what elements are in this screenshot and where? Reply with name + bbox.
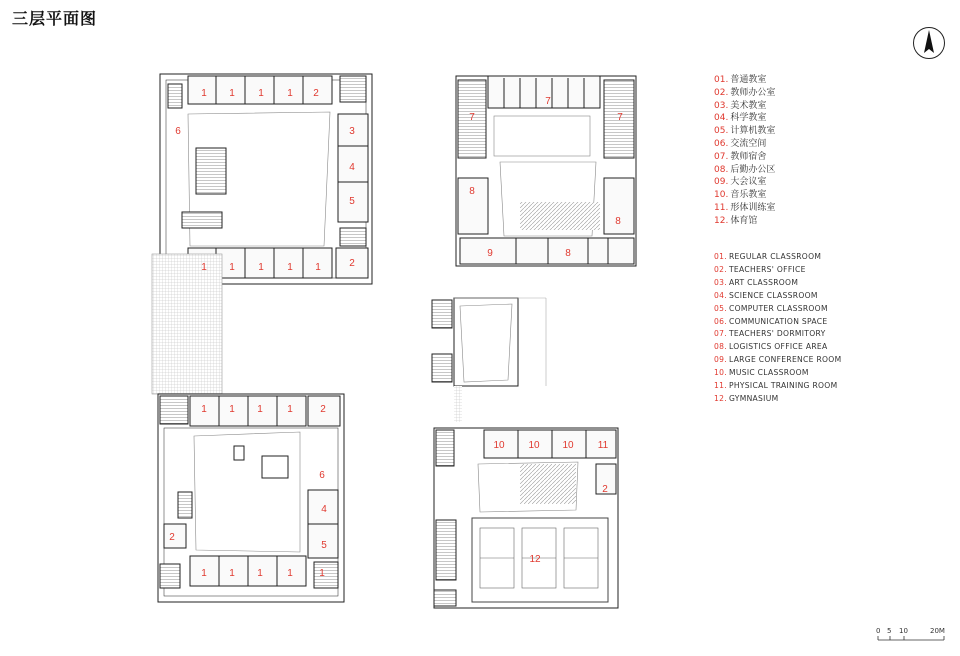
room-number: 1 [229,568,235,579]
room-number: 10 [528,440,540,451]
legend-number: 09. [714,355,727,365]
legend-label: 教师办公室 [730,87,776,98]
legend-label: TEACHERS' DORMITORY [728,329,826,339]
room-number: 2 [602,484,608,495]
room-number: 9 [487,248,493,259]
legend-label: 普通教室 [730,75,767,85]
room-number: 6 [319,470,325,481]
room-number: 8 [565,248,571,259]
scale-label: 5 [887,627,892,635]
room-number: 6 [175,126,181,137]
legend-label: 美术教室 [730,100,767,111]
legend-label: 后勤办公区 [730,164,776,175]
room-number: 1 [229,262,235,273]
legend-label: TEACHERS' OFFICE [728,264,806,274]
legend-label: LOGISTICS OFFICE AREA [728,342,828,352]
room-number: 1 [229,404,235,415]
legend-number: 07. [714,151,729,162]
legend-label: MUSIC CLASSROOM [728,368,809,378]
room-number: 8 [469,186,475,197]
room-number: 1 [287,262,293,273]
legend-number: 07. [714,329,727,339]
room-number: 1 [287,404,293,415]
legend-label: LARGE CONFERENCE ROOM [728,355,842,365]
room-number: 1 [257,404,263,415]
legend-number: 03. [714,100,729,111]
room-number: 1 [258,88,264,99]
room-number: 1 [201,88,207,99]
room-number: 1 [201,568,207,579]
building-middle [432,298,546,422]
scale-label: 20M [930,627,945,635]
room-number: 1 [257,568,263,579]
room-number: 1 [287,88,293,99]
room-number-labels [169,88,623,579]
legend-number: 11. [714,381,727,391]
room-number: 2 [349,258,355,269]
scale-label: 10 [899,627,908,635]
room-number: 1 [287,568,293,579]
room-number: 1 [201,404,207,415]
legend-number: 08. [714,164,729,175]
room-number: 1 [229,88,235,99]
legend-label: GYMNASIUM [728,393,779,403]
legend-number: 06. [714,138,729,149]
legend-label: 音乐教室 [730,190,767,201]
legend-label: SCIENCE CLASSROOM [728,290,818,300]
legend-label: ART CLASSROOM [728,277,799,287]
room-number: 2 [320,404,326,415]
legend-label: 科学教室 [730,113,767,124]
room-number: 5 [349,196,355,207]
legend-label: 大会议室 [730,177,767,188]
legend-number: 04. [714,290,727,300]
legend-label: 形体训练室 [730,202,776,213]
building-d [434,428,618,608]
legend-label: COMMUNICATION SPACE [728,316,828,326]
legend-label: 体育馆 [730,215,758,226]
legend-number: 01. [714,252,727,261]
legend-number: 05. [714,303,727,313]
room-number: 8 [615,216,621,227]
legend-label: REGULAR CLASSROOM [728,252,822,261]
room-number: 7 [469,112,475,123]
legend-number: 10. [714,190,729,201]
legend-number: 12. [714,393,727,403]
legend-number: 09. [714,177,729,188]
legend-label: PHYSICAL TRAINING ROOM [728,381,838,391]
legend-number: 12. [714,215,729,226]
legend-number: 01. [714,75,729,85]
legend-number: 02. [714,264,727,274]
building-a [160,74,372,284]
page-title: 三层平面图 [12,9,98,28]
legend-label: 教师宿舍 [730,151,767,162]
room-number: 1 [258,262,264,273]
room-number: 1 [201,262,207,273]
legend-number: 02. [714,87,729,98]
legend-label: 计算机教室 [730,126,776,137]
scale-label: 0 [876,627,881,635]
legend-label: 交流空间 [730,138,767,149]
room-number: 3 [349,126,355,137]
legend-number: 10. [714,368,727,378]
room-number: 12 [529,554,541,565]
room-number: 2 [169,532,175,543]
room-number: 2 [313,88,319,99]
room-number: 5 [321,540,327,551]
bridge-walkway [152,254,222,394]
legend-number: 08. [714,342,727,352]
room-number: 4 [349,162,355,173]
legend-number: 06. [714,316,727,326]
room-number: 7 [545,96,551,107]
room-number: 7 [617,112,623,123]
building-c [158,394,344,602]
legend-number: 05. [714,126,729,137]
room-number: 11 [597,440,609,451]
room-number: 10 [562,440,574,451]
legend-number: 04. [714,113,729,124]
room-number: 1 [319,568,325,579]
legend-number: 11. [714,202,729,213]
room-number: 4 [321,504,327,515]
legend-number: 03. [714,277,727,287]
room-number: 10 [493,440,505,451]
legend-label: COMPUTER CLASSROOM [728,303,828,313]
room-number: 1 [315,262,321,273]
